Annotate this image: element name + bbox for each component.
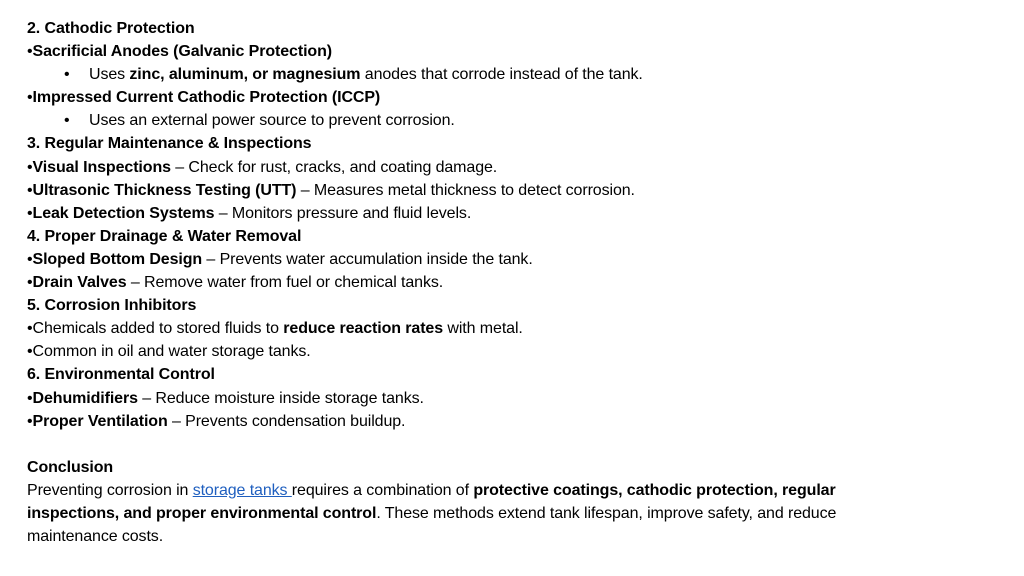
document-body [27, 17, 927, 548]
list-item [27, 40, 927, 63]
item-text: – Remove water from fuel or chemical tanks. [126, 274, 444, 292]
storage-tanks-link[interactable]: storage tanks [192, 481, 292, 499]
bullet: • [27, 250, 33, 268]
list-item [27, 410, 927, 433]
sub-list-item [27, 109, 927, 132]
item-emphasis: zinc, aluminum, or magnesium [129, 66, 361, 84]
bullet: • [27, 158, 33, 176]
item-label: Drain Valves [32, 274, 127, 292]
bullet: • [27, 412, 33, 430]
bullet: • [27, 181, 33, 199]
bullet: • [27, 274, 33, 292]
section-heading-environmental-control: 6. Environmental Control [27, 366, 215, 384]
item-text: – Prevents condensation buildup. [167, 412, 406, 430]
bullet: • [64, 66, 70, 84]
conclusion-text: Preventing corrosion in [27, 481, 193, 499]
bullet: • [27, 43, 33, 61]
item-label: Sloped Bottom Design [32, 250, 203, 268]
list-item [27, 86, 927, 109]
item-text: with metal. [443, 320, 523, 338]
item-label: Proper Ventilation [32, 412, 168, 430]
item-text: anodes that corrode instead of the tank. [360, 66, 643, 84]
bullet: • [64, 112, 70, 130]
section-heading-cathodic-protection: 2. Cathodic Protection [27, 20, 195, 37]
list-item [27, 317, 927, 340]
list-item [27, 179, 927, 202]
item-text: – Check for rust, cracks, and coating damage. [170, 158, 498, 176]
list-item [27, 248, 927, 271]
conclusion-text: . These methods extend tank lifespan, improve safety, and reduce maintenance costs. [27, 504, 837, 546]
list-item [27, 156, 927, 179]
item-label: Impressed Current Cathodic Protection (ICCP) [32, 89, 381, 107]
bullet: • [27, 343, 33, 361]
item-label: Ultrasonic Thickness Testing (UTT) [32, 181, 297, 199]
conclusion-paragraph [27, 479, 922, 548]
bullet: • [27, 320, 33, 338]
item-text: Uses [89, 66, 130, 84]
item-text: Common in oil and water storage tanks. [32, 343, 311, 361]
item-text: – Prevents water accumulation inside the tank. [202, 250, 533, 268]
conclusion-emphasis: protective coatings, cathodic protection, regular inspections, and proper environmental control [27, 481, 836, 522]
bullet: • [27, 389, 33, 407]
item-label: Visual Inspections [32, 158, 171, 176]
sub-list-item [27, 63, 927, 86]
item-text: – Monitors pressure and fluid levels. [214, 204, 472, 222]
bullet: • [27, 89, 33, 107]
list-item [27, 202, 927, 225]
item-text: Chemicals added to stored fluids to [32, 320, 284, 338]
conclusion-heading: Conclusion [27, 458, 114, 476]
item-label: Leak Detection Systems [32, 204, 215, 222]
item-text: Uses an external power source to prevent corrosion. [89, 112, 455, 130]
list-item [27, 271, 927, 294]
section-heading-drainage: 4. Proper Drainage & Water Removal [27, 227, 302, 245]
spacer [27, 433, 927, 456]
section-heading-maintenance: 3. Regular Maintenance & Inspections [27, 135, 312, 153]
item-label: Sacrificial Anodes (Galvanic Protection) [32, 43, 333, 61]
bullet: • [27, 204, 33, 222]
list-item [27, 387, 927, 410]
item-text: – Measures metal thickness to detect corrosion. [296, 181, 635, 199]
item-label: Dehumidifiers [32, 389, 138, 407]
list-item [27, 340, 927, 363]
conclusion-text: requires a combination of [291, 481, 474, 499]
section-heading-corrosion-inhibitors: 5. Corrosion Inhibitors [27, 297, 197, 315]
item-text: – Reduce moisture inside storage tanks. [137, 389, 424, 407]
item-emphasis: reduce reaction rates [283, 320, 444, 338]
